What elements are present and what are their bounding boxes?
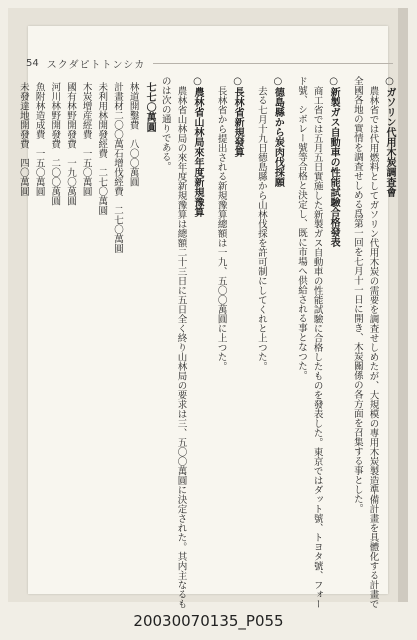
archive-caption: 20030070135_P055 xyxy=(133,612,284,630)
article-heading: ○農林省山林局來年度新規豫算 xyxy=(191,76,203,217)
article-gasoline-charcoal xyxy=(349,76,397,610)
article-body: 農林省では代用燃料としてガソリン代用木炭の需要を調査せしめたが、大規模の專用木炭製造準備計畫を具體化する計畫で全國各地の實情を調査せしめる爲第一回を七月十一日に開き、木炭關係の各方面を召集する事とした。 xyxy=(351,76,379,608)
budget-item: 未利用林開發經費 二七〇萬圓 xyxy=(96,82,108,215)
budget-list xyxy=(15,82,157,610)
article-new-budget xyxy=(213,76,245,610)
article-body: 去る七月十九日德島縣から山林伐採を許可制にしてくれと上つた。 xyxy=(255,85,267,371)
budget-item: 計畫材二〇〇萬石增伐經費 二七〇萬圓 xyxy=(111,82,123,253)
article-body: 長林省から提出される新規豫算總額は一九、五〇〇萬圓に上つた。 xyxy=(215,85,227,371)
article-heading: ○新製ガス自動車の性能試驗合格發表 xyxy=(328,76,340,247)
article-heading: ○長林省新規發算 xyxy=(232,76,244,157)
article-columns xyxy=(17,76,397,610)
budget-item: 未發達地開發費 四〇萬圓 xyxy=(17,82,29,196)
article-gas-vehicle xyxy=(293,76,341,610)
article-body: 商工省では五月五日實施した新製ガス自動車の性能試驗に合格したものを發表した。東京ではダット號、トヨタ號、フォード號、シボレー號等合格と決定し、既に市場へ供給される事となつた。 xyxy=(295,76,323,608)
article-body: 農林省山林局の來年度新規豫算は總額二十三日に五日全く終り山林局の要求は三、五〇〇萬圓に決定された。其内主なるものは次の通りである。 xyxy=(159,76,187,608)
article-forestry-budget xyxy=(15,76,205,610)
binding-spine xyxy=(398,8,408,602)
budget-item: 林道開鑿費 八〇〇萬圓 xyxy=(127,82,139,187)
budget-item: 國有林野開發費 一九〇萬圓 xyxy=(64,82,76,206)
article-tokushima xyxy=(253,76,285,610)
page-number: 54 xyxy=(26,57,39,69)
budget-item: 河川林野開發費 二〇〇萬圓 xyxy=(49,82,61,206)
article-heading: ○德島縣から炭肉伐採願 xyxy=(272,76,284,187)
budget-item: 木炭增産經費 一五〇萬圓 xyxy=(80,82,92,196)
budget-title: 七七〇萬圓 xyxy=(144,82,156,132)
header-rule xyxy=(153,63,393,64)
running-title: スクダピトトンシカ xyxy=(46,59,146,71)
article-heading: ○ガソリン代用木炭調査會 xyxy=(384,76,395,197)
page-header xyxy=(26,54,393,72)
budget-item: 魚附林造成費 一五〇萬圓 xyxy=(33,82,45,196)
